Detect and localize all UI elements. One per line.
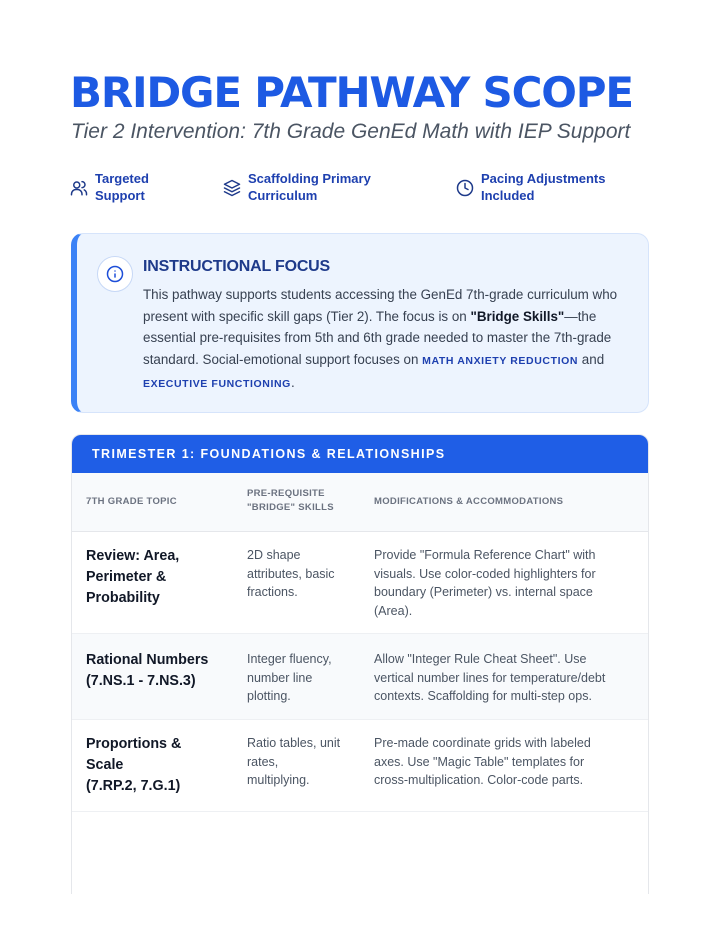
row-skills: Integer fluency, number line plotting. bbox=[247, 652, 332, 703]
clock-icon bbox=[456, 179, 474, 197]
trimester-header: TRIMESTER 1: FOUNDATIONS & RELATIONSHIPS bbox=[72, 435, 648, 473]
column-header-skills: PRE-REQUISITE "BRIDGE" SKILLS bbox=[247, 488, 334, 513]
row-modifications: Provide "Formula Reference Chart" with visuals. Use color-coded highlighters for boundary (Perimeter) vs. internal space (Area). bbox=[374, 548, 596, 618]
column-header-topic: 7TH GRADE TOPIC bbox=[86, 496, 177, 507]
layers-icon bbox=[223, 179, 241, 197]
table-column-headers bbox=[72, 473, 648, 532]
table-row bbox=[72, 720, 648, 812]
page-subtitle: Tier 2 Intervention: 7th Grade GenEd Math with IEP Support bbox=[71, 120, 631, 143]
focus-bold-term: "Bridge Skills" bbox=[470, 308, 565, 324]
feature-pacing bbox=[456, 170, 605, 204]
feature-list bbox=[0, 170, 720, 210]
row-topic: Proportions & Scale (7.RP.2, 7.G.1) bbox=[86, 736, 182, 794]
focus-body bbox=[143, 284, 633, 396]
table-row bbox=[72, 532, 648, 634]
row-modifications: Pre-made coordinate grids with labeled axes. Use "Magic Table" templates for cross-multiplication. Color-code parts. bbox=[374, 736, 591, 787]
table-row bbox=[72, 634, 648, 720]
instructional-focus-card bbox=[71, 233, 649, 413]
row-skills: 2D shape attributes, basic fractions. bbox=[247, 548, 335, 599]
row-skills: Ratio tables, unit rates, multiplying. bbox=[247, 736, 341, 787]
feature-scaffolding bbox=[223, 170, 371, 204]
page-title: BRIDGE PATHWAY SCOPE bbox=[70, 68, 633, 117]
users-icon bbox=[70, 179, 88, 197]
feature-label: Pacing Adjustments Included bbox=[481, 171, 606, 203]
focus-text: This pathway supports students accessing the GenEd 7th-grade curriculum who present with specific skill gaps (Tier 2). The focus is on bbox=[143, 287, 618, 324]
focus-heading: INSTRUCTIONAL FOCUS bbox=[143, 258, 331, 275]
focus-text: . bbox=[290, 375, 295, 390]
row-modifications: Allow "Integer Rule Cheat Sheet". Use vertical number lines for temperature/debt contexts. Scaffolding for multi-step ops. bbox=[374, 652, 606, 703]
row-topic: Review: Area, Perimeter & Probability bbox=[86, 548, 180, 606]
feature-targeted-support bbox=[70, 170, 149, 204]
info-icon bbox=[97, 256, 133, 292]
feature-label: Scaffolding Primary Curriculum bbox=[248, 171, 371, 203]
feature-label: Targeted Support bbox=[95, 171, 149, 203]
focus-emphasis: EXECUTIVE FUNCTIONING bbox=[143, 378, 291, 390]
focus-text: —the essential pre-requisites from 5th and 6th grade needed to master the 7th-grade standard. Social-emotional support focuses on bbox=[143, 308, 612, 367]
focus-emphasis: MATH ANXIETY REDUCTION bbox=[422, 354, 579, 367]
column-header-modifications: MODIFICATIONS & ACCOMMODATIONS bbox=[374, 496, 564, 507]
focus-text: and bbox=[578, 351, 605, 367]
row-topic: Rational Numbers (7.NS.1 - 7.NS.3) bbox=[86, 652, 209, 689]
trimester-table bbox=[71, 434, 649, 894]
